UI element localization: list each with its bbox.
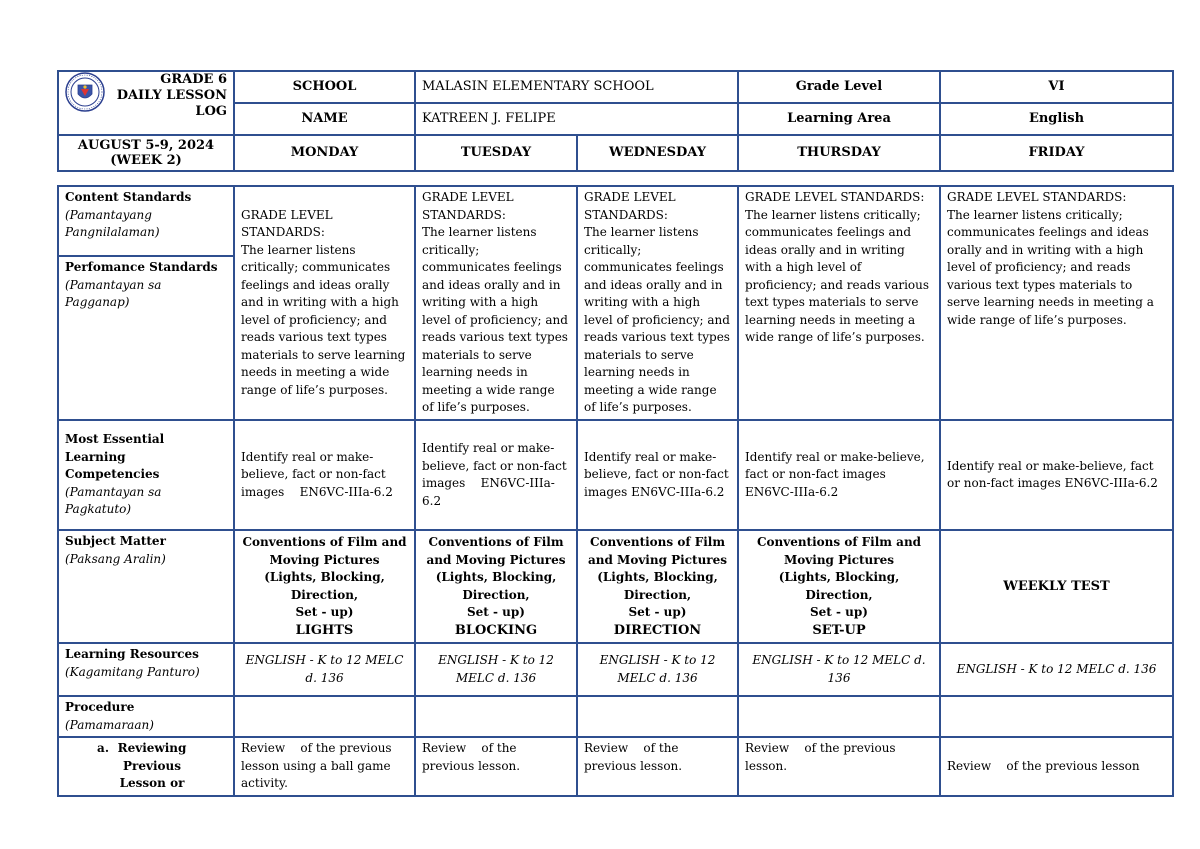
name-value: KATREEN J. FELIPE <box>415 103 738 135</box>
school-value: MALASIN ELEMENTARY SCHOOL <box>415 71 738 103</box>
lesson-table <box>57 185 1174 797</box>
standards-thursday: GRADE LEVEL STANDARDS: The learner listens critically; communicates feelings and ideas orally and in writing with a high level of proficiency; and reads various text types materials to serve learning needs in meeting a wide range of life’s purposes. <box>738 186 940 420</box>
grade-title: GRADE 6 DAILY LESSON LOG <box>116 72 227 119</box>
resources-wednesday: ENGLISH - K to 12 MELC d. 136 <box>577 643 738 696</box>
standards-friday: GRADE LEVEL STANDARDS: The learner listens critically; communicates feelings and ideas orally and in writing with a high level of proficiency; and reads various text types materials to serve learning needs in meeting a wide range of life’s purposes. <box>940 186 1173 420</box>
reviewing-wednesday: Review of the previous lesson. <box>577 737 738 796</box>
subject-matter-label: Subject Matter (Paksang Aralin) <box>58 530 234 643</box>
learning-resources-label: Learning Resources (Kagamitang Panturo) <box>58 643 234 696</box>
reviewing-tuesday: Review of the previous lesson. <box>415 737 577 796</box>
standards-monday: GRADE LEVEL STANDARDS: The learner listens critically; communicates feelings and ideas orally and in writing with a high level of proficiency; and reads various text types materials to serve learning needs in meeting a wide range of life’s purposes. <box>234 186 415 420</box>
performance-standards-label: Perfomance Standards (Pamantayan sa Pagganap) <box>58 256 234 420</box>
procedure-monday <box>234 696 415 737</box>
deped-seal-icon <box>65 72 105 112</box>
day-wednesday: WEDNESDAY <box>577 135 738 171</box>
day-friday: FRIDAY <box>940 135 1173 171</box>
melc-monday: Identify real or make-believe, fact or non-fact images EN6VC-IIIa-6.2 <box>234 420 415 530</box>
content-standards-label: Content Standards (Pamantayang Pangnilalaman) <box>58 186 234 256</box>
name-label: NAME <box>234 103 415 135</box>
reviewing-label: a. Reviewing Previous Lesson or <box>58 737 234 796</box>
subject-monday: Conventions of Film and Moving Pictures (Lights, Blocking, Direction, Set - up) LIGHTS <box>234 530 415 643</box>
reviewing-thursday: Review of the previous lesson. <box>738 737 940 796</box>
subject-friday: WEEKLY TEST <box>940 530 1173 643</box>
procedure-wednesday <box>577 696 738 737</box>
learning-area-value: English <box>940 103 1173 135</box>
melc-tuesday: Identify real or make-believe, fact or non-fact images EN6VC-IIIa-6.2 <box>415 420 577 530</box>
day-thursday: THURSDAY <box>738 135 940 171</box>
day-monday: MONDAY <box>234 135 415 171</box>
procedure-tuesday <box>415 696 577 737</box>
resources-friday: ENGLISH - K to 12 MELC d. 136 <box>940 643 1173 696</box>
reviewing-friday: Review of the previous lesson <box>940 737 1173 796</box>
resources-monday: ENGLISH - K to 12 MELC d. 136 <box>234 643 415 696</box>
resources-tuesday: ENGLISH - K to 12 MELC d. 136 <box>415 643 577 696</box>
subject-wednesday: Conventions of Film and Moving Pictures (Lights, Blocking, Direction, Set - up) DIRECTION <box>577 530 738 643</box>
melc-friday: Identify real or make-believe, fact or non-fact images EN6VC-IIIa-6.2 <box>940 420 1173 530</box>
resources-thursday: ENGLISH - K to 12 MELC d. 136 <box>738 643 940 696</box>
school-label: SCHOOL <box>234 71 415 103</box>
subject-tuesday: Conventions of Film and Moving Pictures (Lights, Blocking, Direction, Set - up) BLOCKING <box>415 530 577 643</box>
procedure-label: Procedure (Pamamaraan) <box>58 696 234 737</box>
melc-thursday: Identify real or make-believe, fact or non-fact images EN6VC-IIIa-6.2 <box>738 420 940 530</box>
standards-wednesday: GRADE LEVEL STANDARDS: The learner listens critically; communicates feelings and ideas orally and in writing with a high level of proficiency; and reads various text types materials to serve learning needs in meeting a wide range of life’s purposes. <box>577 186 738 420</box>
day-tuesday: TUESDAY <box>415 135 577 171</box>
subject-thursday: Conventions of Film and Moving Pictures (Lights, Blocking, Direction, Set - up) SET-UP <box>738 530 940 643</box>
grade-title-cell <box>58 71 234 135</box>
grade-level-value: VI <box>940 71 1173 103</box>
date-cell: AUGUST 5-9, 2024 (WEEK 2) <box>58 135 234 171</box>
procedure-friday <box>940 696 1173 737</box>
melc-label: Most Essential Learning Competencies (Pamantayan sa Pagkatuto) <box>58 420 234 530</box>
reviewing-monday: Review of the previous lesson using a ball game activity. <box>234 737 415 796</box>
procedure-thursday <box>738 696 940 737</box>
melc-wednesday: Identify real or make-believe, fact or non-fact images EN6VC-IIIa-6.2 <box>577 420 738 530</box>
grade-level-label: Grade Level <box>738 71 940 103</box>
learning-area-label: Learning Area <box>738 103 940 135</box>
standards-tuesday: GRADE LEVEL STANDARDS: The learner listens critically; communicates feelings and ideas orally and in writing with a high level of proficiency; and reads various text types materials to serve learning needs in meeting a wide range of life’s purposes. <box>415 186 577 420</box>
header-table <box>57 70 1174 172</box>
